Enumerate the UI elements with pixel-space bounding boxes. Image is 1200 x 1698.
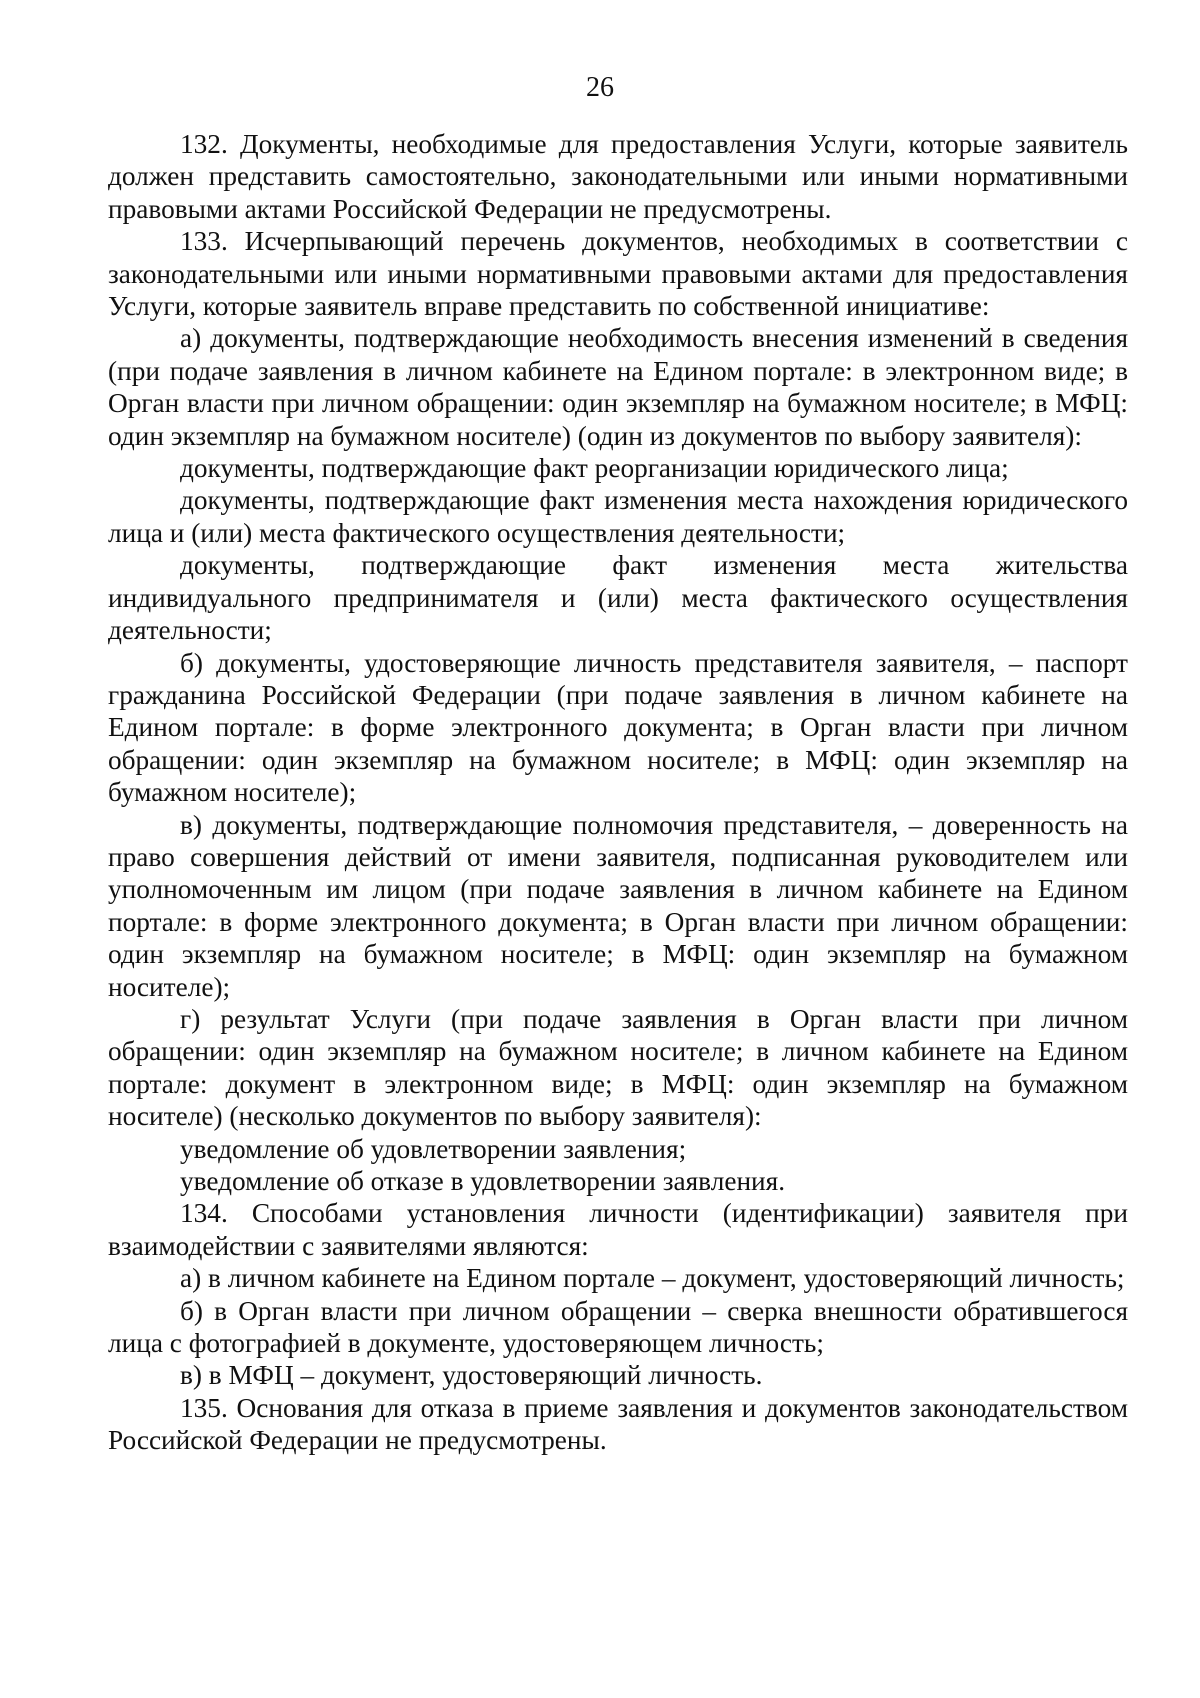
page-number: 26 bbox=[586, 72, 614, 103]
sub-item-residence-change: документы, подтверждающие факт изменения места жительства индивидуального предпринимателя и (или) места фактического осуществления деятельности; bbox=[108, 550, 1128, 646]
document-body bbox=[108, 128, 1128, 1457]
paragraph-133: 133. Исчерпывающий перечень документов, необходимых в соответствии с законодательными или иными нормативными правовыми актами для предоставления Услуги, которые заявитель вправе представить по собственной инициативе: bbox=[108, 226, 1128, 322]
paragraph-134: 134. Способами установления личности (идентификации) заявителя при взаимодействии с заявителями являются: bbox=[108, 1198, 1128, 1261]
paragraph-135: 135. Основания для отказа в приеме заявления и документов законодательством Российской Федерации не предусмотрены. bbox=[108, 1392, 1128, 1456]
sub-item-location-change: документы, подтверждающие факт изменения места нахождения юридического лица и (или) места фактического осуществления деятельности; bbox=[108, 485, 1128, 548]
list-item-133-b: б) документы, удостоверяющие личность представителя заявителя, – паспорт гражданина Российской Федерации (при подаче заявления в личном кабинете на Едином портале: в форме электронного документа; в Орган власти при личном обращении: один экземпляр на бумажном носителе; в МФЦ: один экземпляр на бумажном носителе); bbox=[108, 647, 1128, 808]
sub-item-approval-notice: уведомление об удовлетворении заявления; bbox=[180, 1133, 687, 1164]
sub-item-reorganization: документы, подтверждающие факт реорганизации юридического лица; bbox=[180, 453, 1009, 484]
list-item-134-v: в) в МФЦ – документ, удостоверяющий личность. bbox=[180, 1360, 763, 1391]
list-item-133-g: г) результат Услуги (при подаче заявления в Орган власти при личном обращении: один экземпляр на бумажном носителе; в личном кабинете на Едином портале: документ в электронном виде; в МФЦ: один экземпляр на бумажном носителе) (несколько документов по выбору заявителя): bbox=[108, 1003, 1128, 1132]
list-item-133-a: а) документы, подтверждающие необходимость внесения изменений в сведения (при подаче заявления в личном кабинете на Едином портале: в электронном виде; в Орган власти при личном обращении: один экземпляр на бумажном носителе; в МФЦ: один экземпляр на бумажном носителе) (один из документов по выбору заявителя): bbox=[108, 323, 1128, 451]
list-item-133-v: в) документы, подтверждающие полномочия представителя, – доверенность на право совершения действий от имени заявителя, подписанная руководителем или уполномоченным им лицом (при подаче заявления в личном кабинете на Едином портале: в форме электронного документа; в Орган власти при личном обращении: один экземпляр на бумажном носителе; в МФЦ: один экземпляр на бумажном носителе); bbox=[108, 809, 1128, 1002]
list-item-134-b: б) в Орган власти при личном обращении – сверка внешности обратившегося лица с фотографией в документе, удостоверяющем личность; bbox=[108, 1295, 1128, 1359]
list-item-134-a: а) в личном кабинете на Едином портале – документ, удостоверяющий личность; bbox=[180, 1263, 1125, 1294]
sub-item-refusal-notice: уведомление об отказе в удовлетворении заявления. bbox=[180, 1166, 786, 1196]
paragraph-132: 132. Документы, необходимые для предоставления Услуги, которые заявитель должен представить самостоятельно, законодательными или иными нормативными правовыми актами Российской Федерации не предусмотрены. bbox=[108, 129, 1128, 224]
